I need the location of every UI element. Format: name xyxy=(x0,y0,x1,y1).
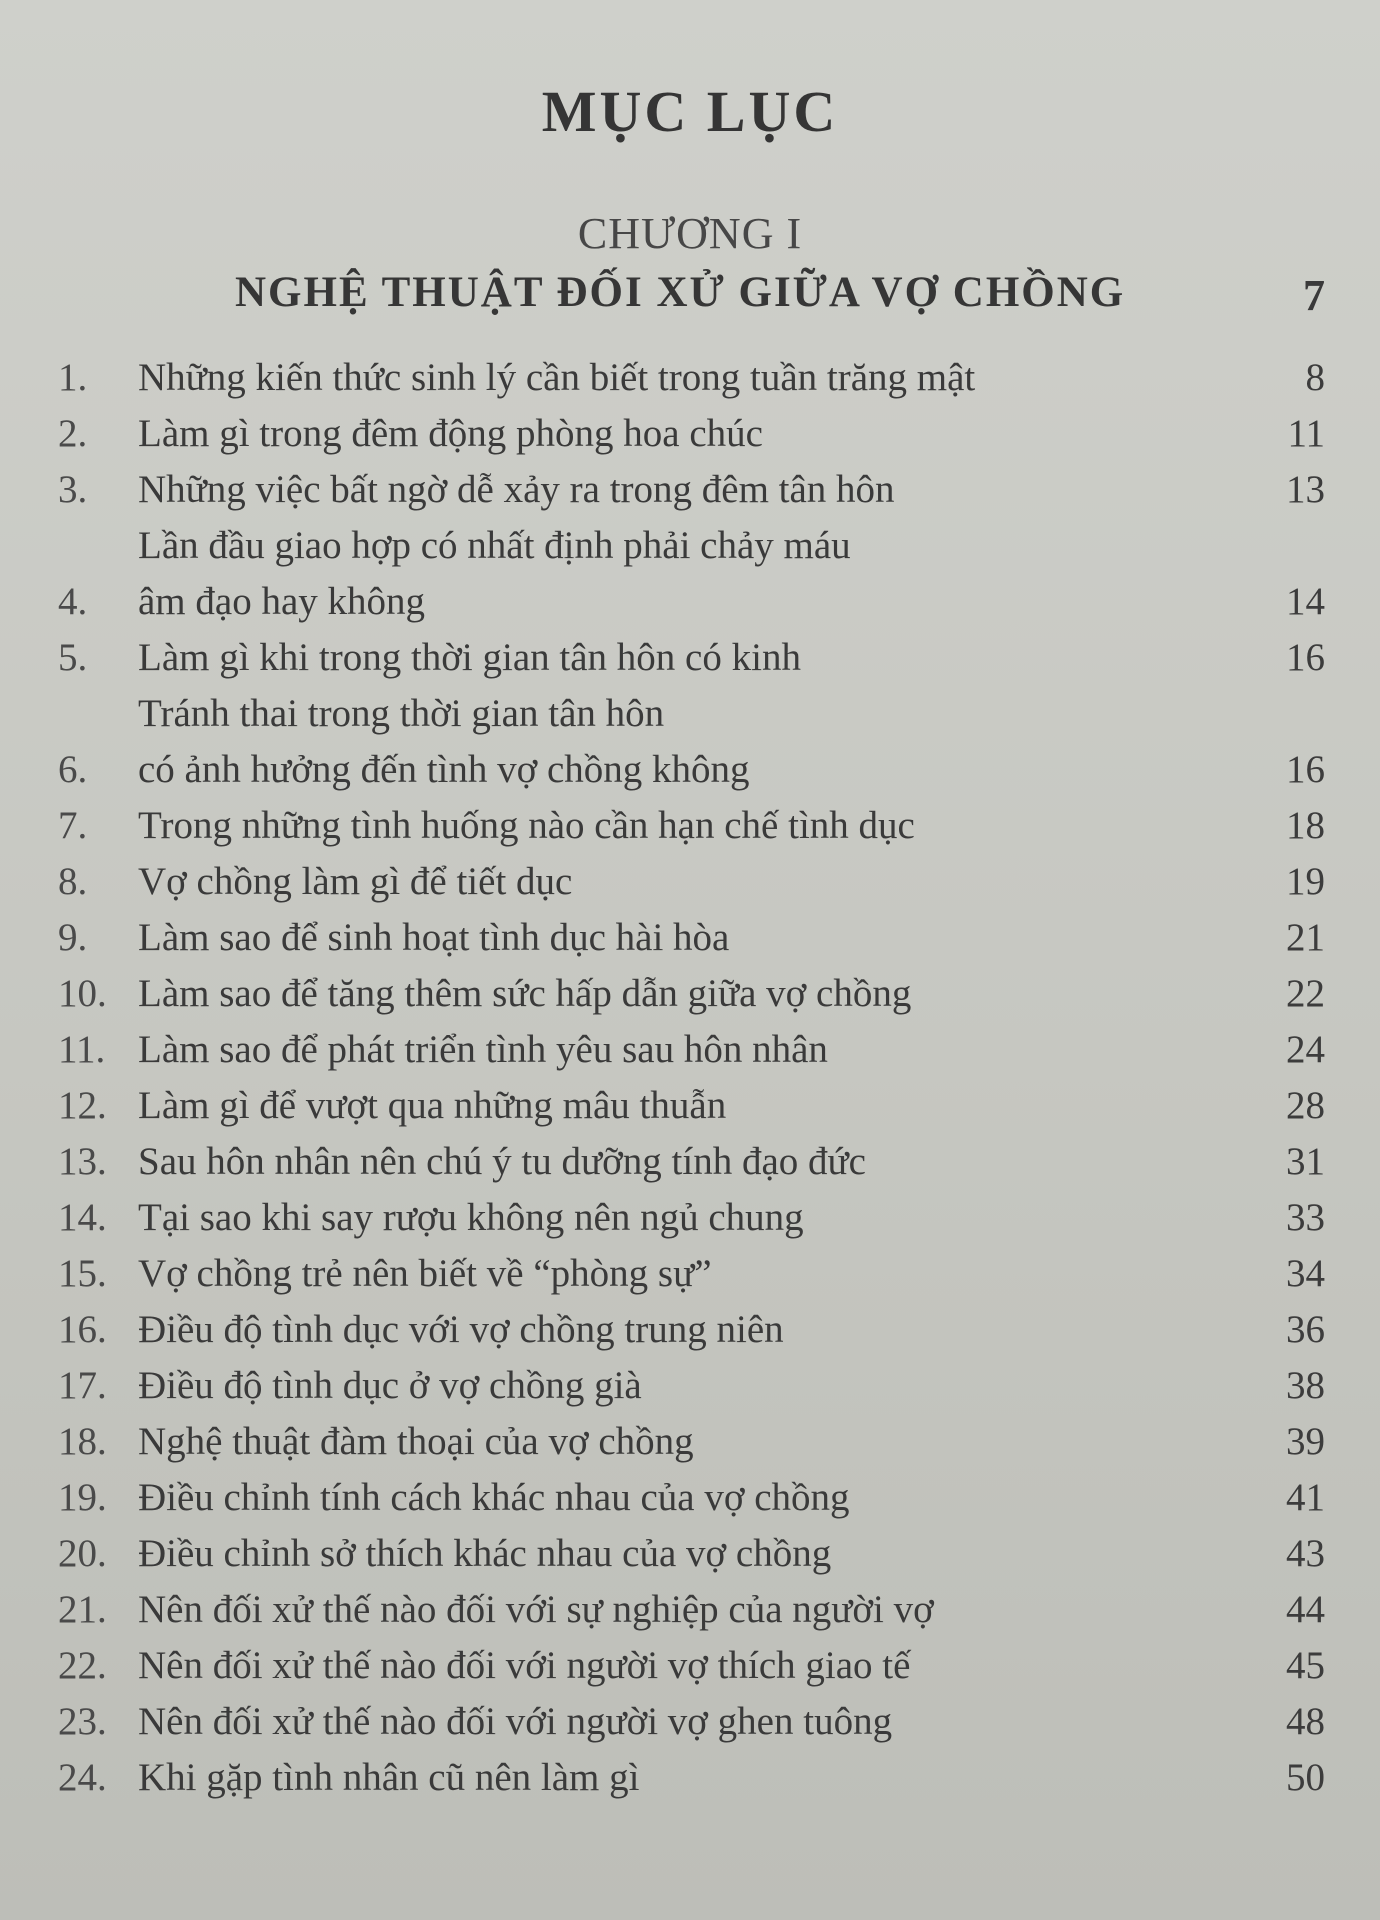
toc-entry-page-number: 31 xyxy=(1286,1140,1325,1183)
toc-entry-title-line1: Nên đối xử thế nào đối với người vợ thích giao tế xyxy=(138,1644,911,1687)
chapter-title: NGHỆ THUẬT ĐỐI XỬ GIỮA VỢ CHỒNG xyxy=(235,269,1126,316)
toc-entry-title-line1: Lần đầu giao hợp có nhất định phải chảy máu xyxy=(138,524,851,567)
toc-entry-title xyxy=(138,1246,1245,1302)
toc-entry-title xyxy=(138,1134,1245,1190)
toc-entry xyxy=(58,1302,1325,1358)
toc-entry-number: 1. xyxy=(58,356,88,399)
toc-entry-title-line2: có ảnh hưởng đến tình vợ chồng không xyxy=(138,748,750,791)
toc-entry-number: 4. xyxy=(58,580,88,623)
toc-entry-page-number: 11 xyxy=(1287,412,1325,455)
toc-entry-number: 22. xyxy=(58,1644,107,1687)
toc-entry xyxy=(58,1526,1325,1582)
toc-entry-title-line1: Điều độ tình dục với vợ chồng trung niên xyxy=(138,1308,784,1351)
toc-entry xyxy=(58,1750,1325,1806)
toc-entry-title xyxy=(138,1358,1245,1414)
toc-entry-number: 16. xyxy=(58,1308,107,1351)
toc-entry-page-number: 33 xyxy=(1286,1196,1325,1239)
toc-entry-title xyxy=(138,1750,1245,1806)
toc-entry-title xyxy=(138,1582,1245,1638)
toc-entry-title-line1: Nghệ thuật đàm thoại của vợ chồng xyxy=(138,1420,694,1463)
table-of-contents xyxy=(58,350,1325,1806)
toc-entry-title xyxy=(138,798,1245,854)
chapter-page-number: 7 xyxy=(1303,271,1325,320)
toc-entry-title xyxy=(138,518,1245,630)
toc-entry-page-number: 8 xyxy=(1305,356,1325,399)
toc-entry-title-line1: Vợ chồng làm gì để tiết dục xyxy=(138,860,573,903)
toc-entry-number: 5. xyxy=(58,636,88,679)
toc-entry-page-number: 24 xyxy=(1286,1028,1325,1071)
toc-entry-number: 18. xyxy=(58,1420,107,1463)
toc-entry-title xyxy=(138,910,1245,966)
toc-entry-page-number: 44 xyxy=(1286,1588,1325,1631)
toc-entry-title xyxy=(138,462,1245,518)
toc-entry-number: 24. xyxy=(58,1756,107,1799)
toc-entry-page-number: 36 xyxy=(1286,1308,1325,1351)
toc-entry-number: 7. xyxy=(58,804,88,847)
toc-entry-number: 2. xyxy=(58,412,88,455)
toc-entry-title xyxy=(138,854,1245,910)
toc-entry-number: 19. xyxy=(58,1476,107,1519)
toc-entry-title-line1: Nên đối xử thế nào đối với sự nghiệp của người vợ xyxy=(138,1588,934,1631)
toc-entry-title xyxy=(138,630,1245,686)
toc-entry-title-line1: Điều chỉnh tính cách khác nhau của vợ chồng xyxy=(138,1476,850,1519)
toc-entry-page-number: 45 xyxy=(1286,1644,1325,1687)
toc-entry-title-line1: Làm sao để phát triển tình yêu sau hôn nhân xyxy=(138,1028,828,1071)
toc-entry-page-number: 16 xyxy=(1286,636,1325,679)
toc-entry-title-line1: Vợ chồng trẻ nên biết về “phòng sự” xyxy=(138,1252,712,1295)
toc-entry-page-number: 21 xyxy=(1286,916,1325,959)
toc-entry-title-line1: Điều chỉnh sở thích khác nhau của vợ chồng xyxy=(138,1532,832,1575)
toc-entry-number: 3. xyxy=(58,468,88,511)
toc-entry-page-number: 50 xyxy=(1286,1756,1325,1799)
toc-entry-page-number: 14 xyxy=(1286,580,1325,623)
toc-entry-title xyxy=(138,1694,1245,1750)
toc-entry-number: 21. xyxy=(58,1588,107,1631)
toc-entry-number: 17. xyxy=(58,1364,107,1407)
toc-entry-title-line1: Những việc bất ngờ dễ xảy ra trong đêm tân hôn xyxy=(138,468,895,511)
toc-entry xyxy=(58,1694,1325,1750)
toc-entry xyxy=(58,462,1325,518)
toc-entry-number: 10. xyxy=(58,972,107,1015)
toc-entry-title-line1: Làm sao để sinh hoạt tình dục hài hòa xyxy=(138,916,730,959)
toc-entry-number: 6. xyxy=(58,748,88,791)
toc-entry-number: 15. xyxy=(58,1252,107,1295)
toc-entry-title xyxy=(138,1638,1245,1694)
toc-entry-number: 13. xyxy=(58,1140,107,1183)
toc-entry-title xyxy=(138,1022,1245,1078)
toc-entry-title xyxy=(138,966,1245,1022)
toc-entry xyxy=(58,630,1325,686)
toc-entry xyxy=(58,854,1325,910)
toc-entry xyxy=(58,1078,1325,1134)
toc-entry-page-number: 18 xyxy=(1286,804,1325,847)
toc-entry-page-number: 19 xyxy=(1286,860,1325,903)
toc-entry xyxy=(58,1246,1325,1302)
toc-entry-page-number: 16 xyxy=(1286,748,1325,791)
toc-entry-title-line1: Làm sao để tăng thêm sức hấp dẫn giữa vợ chồng xyxy=(138,972,912,1015)
toc-entry xyxy=(58,406,1325,462)
toc-entry xyxy=(58,1358,1325,1414)
toc-entry xyxy=(58,1190,1325,1246)
toc-entry-title-line1: Làm gì trong đêm động phòng hoa chúc xyxy=(138,412,763,455)
toc-entry-title xyxy=(138,350,1245,406)
toc-entry-page-number: 22 xyxy=(1286,972,1325,1015)
toc-entry-title-line1: Sau hôn nhân nên chú ý tu dưỡng tính đạo đức xyxy=(138,1140,866,1183)
toc-entry xyxy=(58,1022,1325,1078)
toc-entry-title xyxy=(138,1414,1245,1470)
toc-entry-title-line1: Làm gì để vượt qua những mâu thuẫn xyxy=(138,1084,727,1127)
toc-entry-title xyxy=(138,1526,1245,1582)
toc-entry-number: 23. xyxy=(58,1700,107,1743)
toc-entry-page-number: 13 xyxy=(1286,468,1325,511)
toc-entry-title-line1: Tránh thai trong thời gian tân hôn xyxy=(138,692,665,735)
toc-entry-page-number: 41 xyxy=(1286,1476,1325,1519)
toc-entry-title xyxy=(138,1190,1245,1246)
toc-entry-title-line2: âm đạo hay không xyxy=(138,580,426,623)
toc-entry-title-line1: Khi gặp tình nhân cũ nên làm gì xyxy=(138,1756,640,1799)
toc-entry-title-line1: Làm gì khi trong thời gian tân hôn có kinh xyxy=(138,636,801,679)
toc-entry-page-number: 43 xyxy=(1286,1532,1325,1575)
toc-entry-title xyxy=(138,1470,1245,1526)
toc-entry xyxy=(58,966,1325,1022)
toc-entry xyxy=(58,798,1325,854)
toc-entry-title xyxy=(138,1302,1245,1358)
toc-entry xyxy=(58,1414,1325,1470)
toc-entry xyxy=(58,686,1325,798)
toc-entry xyxy=(58,1134,1325,1190)
toc-entry-page-number: 28 xyxy=(1286,1084,1325,1127)
toc-entry-number: 20. xyxy=(58,1532,107,1575)
toc-entry-title-line1: Những kiến thức sinh lý cần biết trong tuần trăng mật xyxy=(138,356,976,399)
toc-entry-title xyxy=(138,406,1245,462)
toc-entry-title-line1: Trong những tình huống nào cần hạn chế tình dục xyxy=(138,804,915,847)
toc-entry-page-number: 39 xyxy=(1286,1420,1325,1463)
toc-entry-page-number: 38 xyxy=(1286,1364,1325,1407)
toc-entry-title-line1: Tại sao khi say rượu không nên ngủ chung xyxy=(138,1196,804,1239)
toc-entry-number: 8. xyxy=(58,860,88,903)
toc-entry-title-line1: Nên đối xử thế nào đối với người vợ ghen tuông xyxy=(138,1700,893,1743)
toc-entry-number: 12. xyxy=(58,1084,107,1127)
toc-entry xyxy=(58,1470,1325,1526)
toc-entry-page-number: 48 xyxy=(1286,1700,1325,1743)
toc-entry-number: 9. xyxy=(58,916,88,959)
toc-entry-page-number: 34 xyxy=(1286,1252,1325,1295)
toc-entry-number: 11. xyxy=(58,1028,106,1071)
page-title: MỤC LỤC xyxy=(541,79,839,144)
toc-entry xyxy=(58,350,1325,406)
toc-entry-number: 14. xyxy=(58,1196,107,1239)
toc-entry xyxy=(58,1638,1325,1694)
toc-entry xyxy=(58,518,1325,630)
toc-entry-title-line1: Điều độ tình dục ở vợ chồng già xyxy=(138,1364,642,1407)
toc-entry xyxy=(58,910,1325,966)
chapter-label: CHƯƠNG I xyxy=(577,209,803,258)
toc-entry xyxy=(58,1582,1325,1638)
toc-entry-title xyxy=(138,1078,1245,1134)
toc-entry-title xyxy=(138,686,1245,798)
